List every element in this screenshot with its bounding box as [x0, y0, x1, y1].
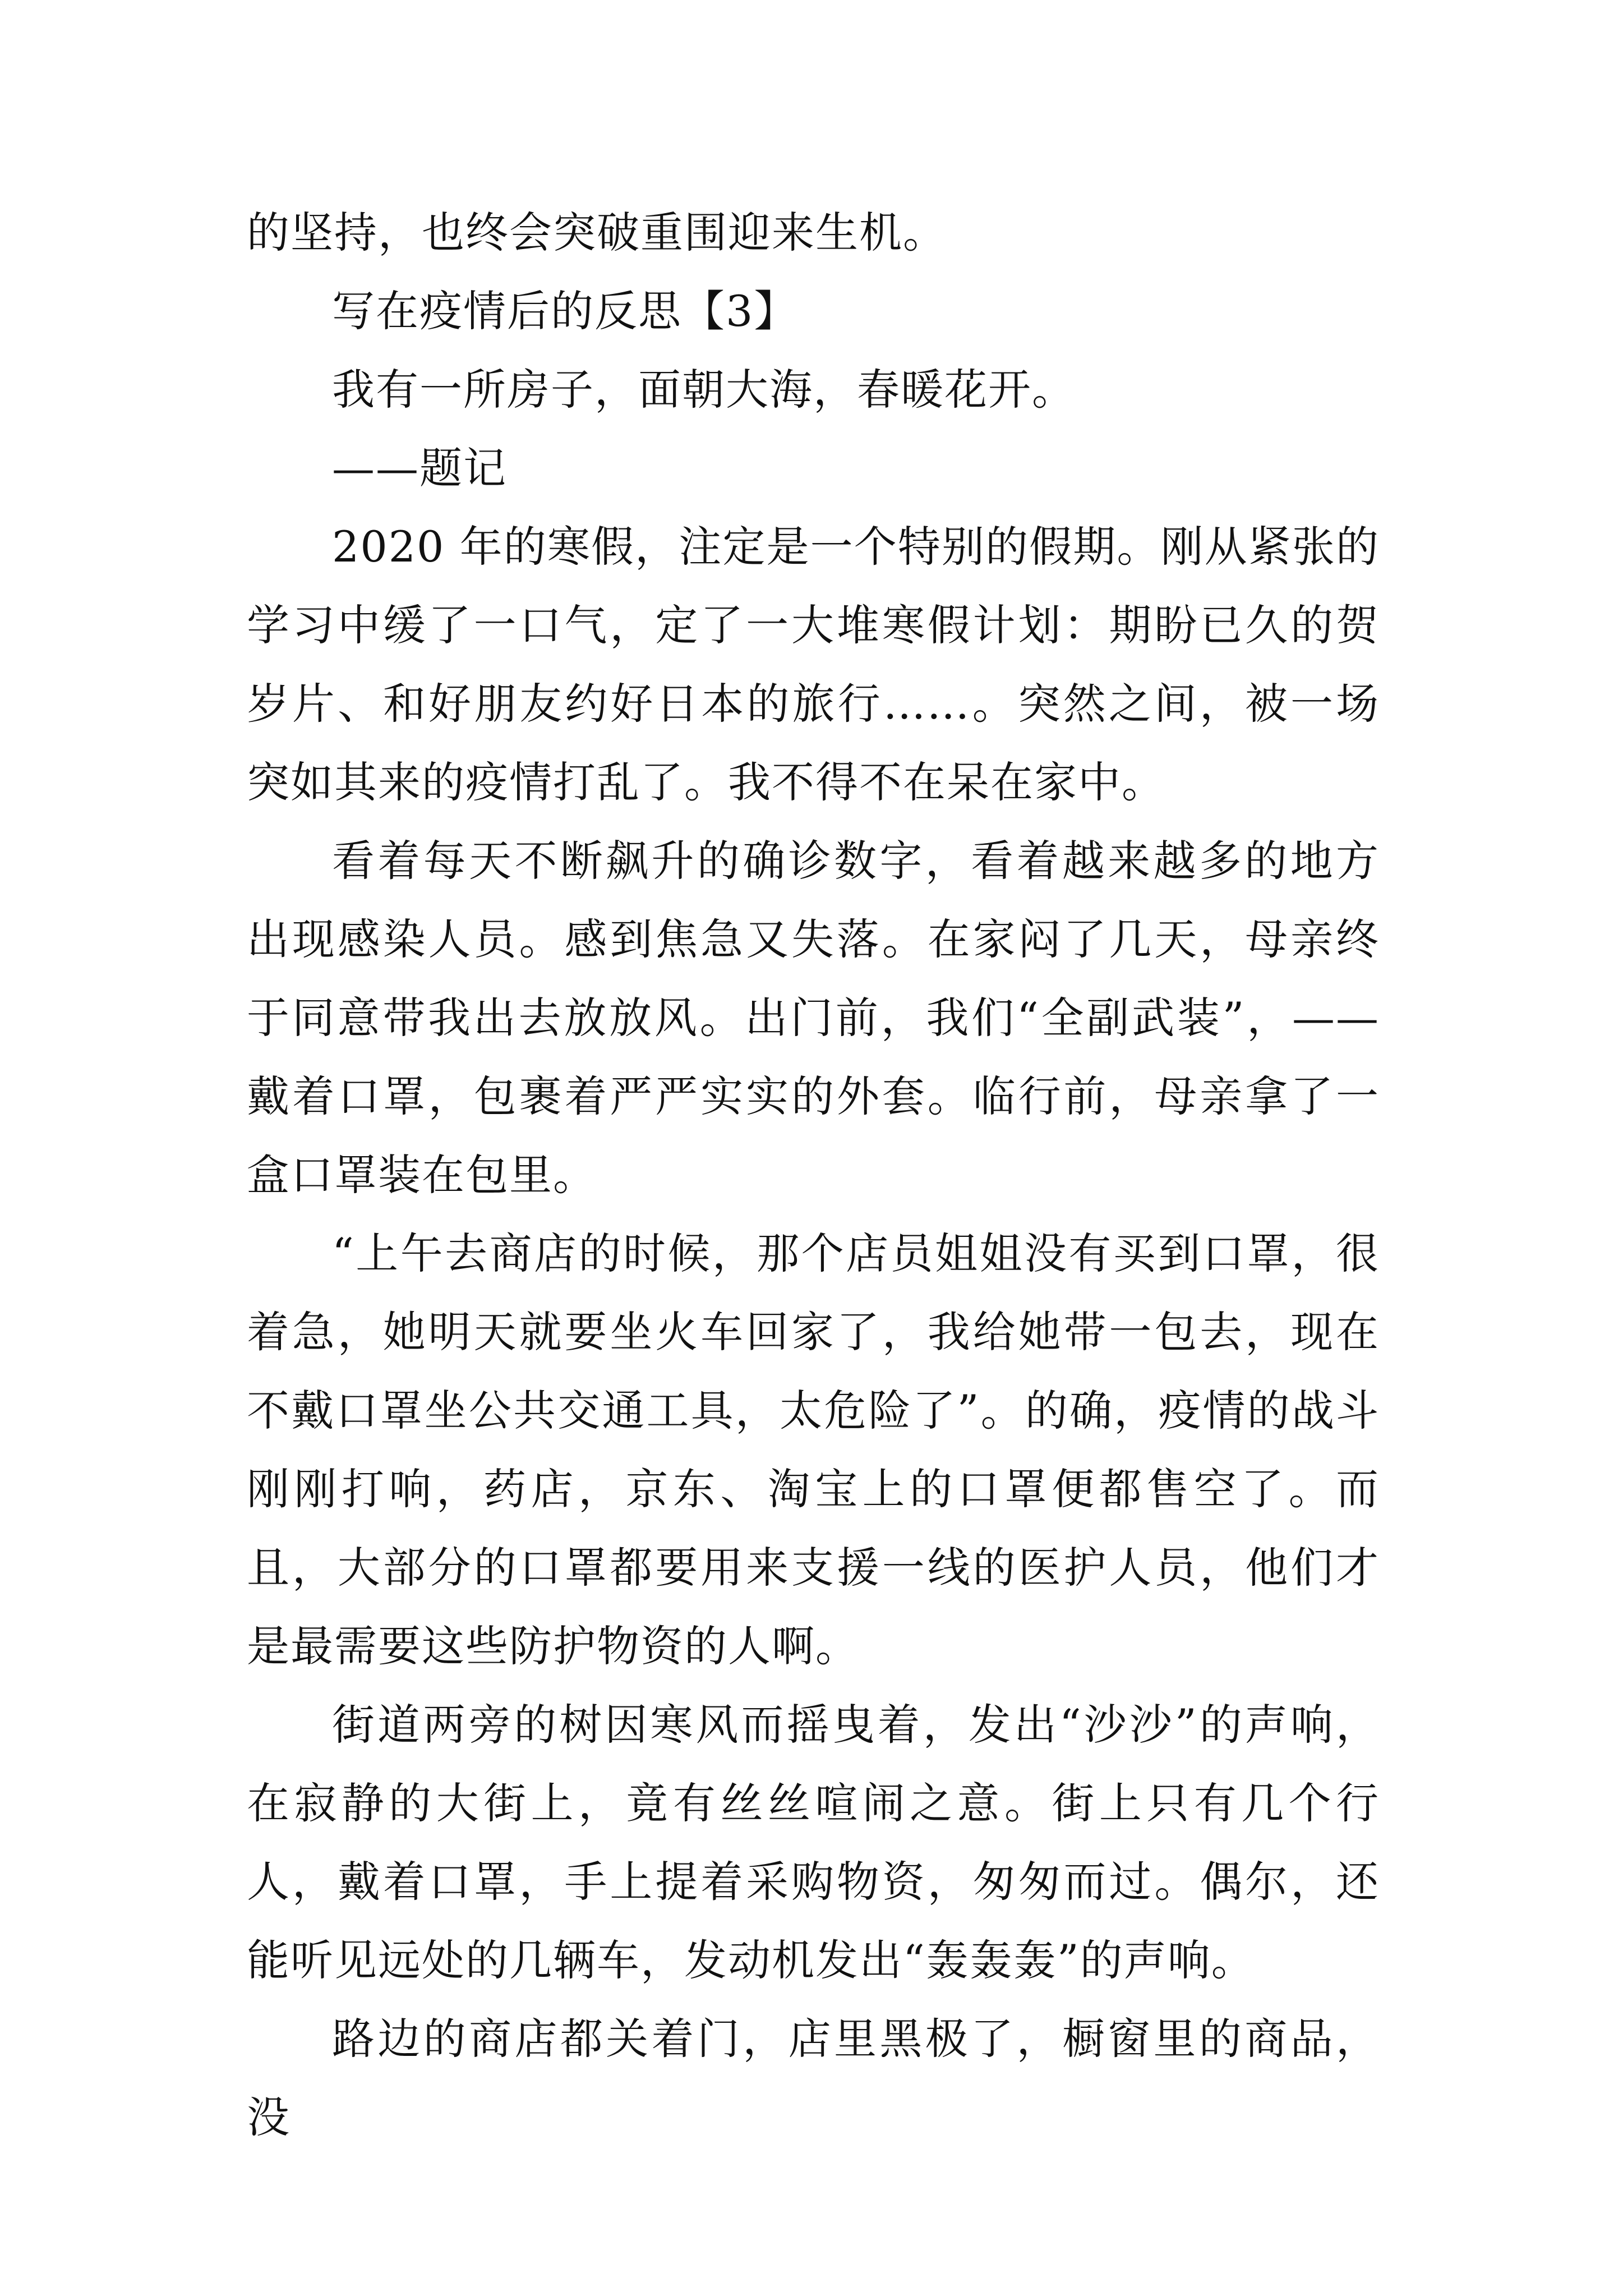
paragraph-winter-break: 2020 年的寒假，注定是一个特别的假期。刚从紧张的学习中缓了一口气，定了一大堆寒假计划：期盼已久的贺岁片、和好朋友约好日本的旅行……。突然之间，被一场突如其来的疫情打乱了。我不得不在呆在家中。	[247, 522, 1380, 807]
paragraph-masks: “上午去商店的时候，那个店员姐姐没有买到口罩，很着急，她明天就要坐火车回家了，我给她带一包去，现在不戴口罩坐公共交通工具，太危险了”。的确，疫情的战斗刚刚打响，药店，京东、淘宝上的口罩便都售空了。而且，大部分的口罩都要用来支援一线的医护人员，他们才是最需要这些防护物资的人啊。	[247, 1228, 1380, 1671]
epigraph-attribution: ——题记	[332, 443, 507, 493]
paragraph-continuation: 的坚持，也终会突破重围迎来生机。	[247, 208, 947, 257]
epigraph: 我有一所房子，面朝大海，春暖花开。	[332, 365, 1076, 415]
document-page	[247, 194, 1380, 2157]
paragraph-going-out: 看着每天不断飙升的确诊数字，看着越来越多的地方出现感染人员。感到焦急又失落。在家闷了几天，母亲终于同意带我出去放放风。出门前，我们“全副武装”，——戴着口罩，包裹着严严实实的外套。临行前，母亲拿了一盒口罩装在包里。	[247, 836, 1380, 1200]
paragraph-street: 街道两旁的树因寒风而摇曳着，发出“沙沙”的声响，在寂静的大街上，竟有丝丝喧闹之意。街上只有几个行人，戴着口罩，手上提着采购物资，匆匆而过。偶尔，还能听见远处的几辆车，发动机发出“轰轰轰”的声响。	[247, 1700, 1380, 1985]
section-title: 写在疫情后的反思【3】	[332, 286, 798, 336]
paragraph-shops: 路边的商店都关着门，店里黑极了，橱窗里的商品，没	[247, 2014, 1380, 2142]
